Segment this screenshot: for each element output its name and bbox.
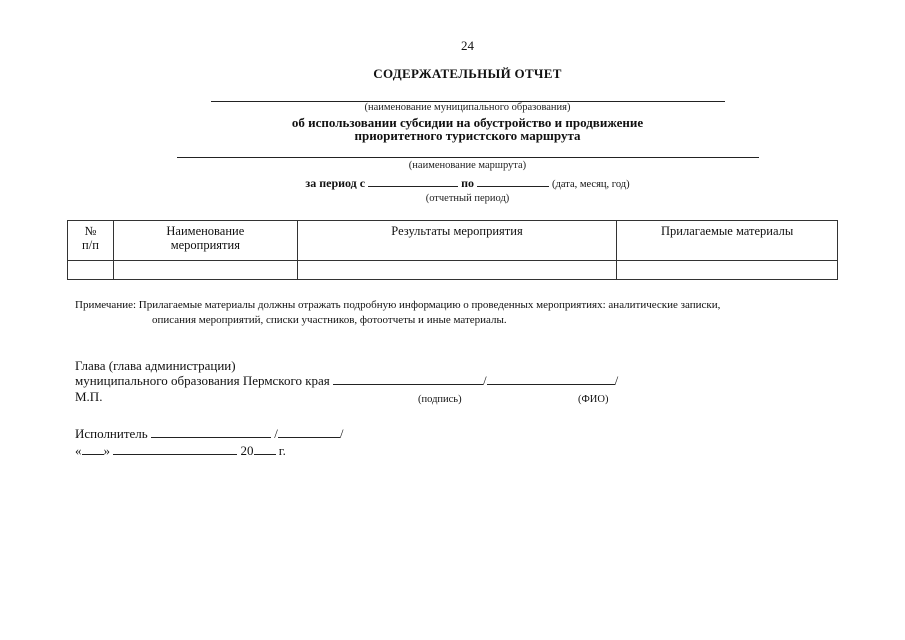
head-title-line-1: Глава (глава администрации) — [75, 358, 236, 373]
note-line-2: описания мероприятий, списки участников, фотоотчеты и иные материалы. — [152, 314, 507, 326]
header-attached-materials: Прилагаемые материалы — [617, 221, 838, 261]
header-number-line-1: № — [84, 224, 97, 238]
period-to-field[interactable] — [477, 176, 549, 187]
report-table — [67, 220, 838, 280]
executor-name-field[interactable] — [278, 426, 340, 438]
head-separator-end: / — [614, 373, 619, 388]
date-year-prefix: 20 — [240, 443, 254, 458]
note-paragraph — [75, 298, 860, 328]
head-signature-field[interactable] — [333, 373, 483, 385]
header-event-name — [113, 221, 297, 261]
period-caption: (отчетный период) — [425, 193, 510, 204]
period-to-label: по — [461, 176, 474, 190]
period-from-field[interactable] — [368, 176, 458, 187]
subtitle-line-2: приоритетного туристского маршрута — [354, 128, 581, 143]
date-day-field[interactable] — [82, 443, 104, 455]
executor-separator: / — [274, 426, 278, 441]
subtitle-line-1: об использовании субсидии на обустройство и продвижение — [291, 115, 644, 130]
header-event-name-line-1: Наименование — [166, 224, 245, 238]
head-name-field[interactable] — [487, 373, 615, 385]
period-from-label: за период с — [305, 176, 366, 190]
table-header-row — [68, 221, 838, 261]
date-month-field[interactable] — [113, 443, 237, 455]
municipality-caption: (наименование муниципального образования) — [364, 102, 571, 113]
date-year-suffix: г. — [278, 443, 286, 458]
date-format-note: (дата, месяц, год) — [552, 179, 630, 190]
cell-attached-materials[interactable] — [617, 261, 838, 280]
reporting-period-row — [0, 176, 905, 191]
executor-signature-field[interactable] — [151, 426, 271, 438]
cell-event-results[interactable] — [297, 261, 617, 280]
header-number-line-2: п/п — [82, 238, 99, 252]
date-row — [75, 443, 286, 458]
executor-row — [75, 426, 343, 441]
date-year-field[interactable] — [254, 443, 276, 455]
cell-number[interactable] — [68, 261, 114, 280]
date-open-quote: « — [75, 443, 82, 458]
table-row — [68, 261, 838, 280]
executor-label: Исполнитель — [75, 426, 148, 441]
head-title-line-2: муниципального образования Пермского края — [75, 373, 330, 388]
cell-event-name[interactable] — [113, 261, 297, 280]
head-separator: / — [483, 373, 487, 388]
head-signature-row — [75, 373, 618, 388]
route-caption: (наименование маршрута) — [408, 160, 527, 171]
header-event-name-line-2: мероприятия — [170, 238, 240, 252]
date-close-quote: » — [103, 443, 110, 458]
document-title: СОДЕРЖАТЕЛЬНЫЙ ОТЧЕТ — [373, 66, 562, 81]
signature-caption: (подпись) — [418, 394, 462, 405]
name-caption: (ФИО) — [578, 394, 609, 405]
stamp-label: М.П. — [75, 389, 103, 404]
header-event-results: Результаты мероприятия — [297, 221, 617, 261]
executor-separator-end: / — [339, 426, 344, 441]
page-number: 24 — [461, 38, 474, 53]
route-name-line — [177, 157, 759, 158]
note-line-1: Примечание: Прилагаемые материалы должны отражать подробную информацию о проведенных мероприятиях: аналитические записки, — [75, 299, 721, 311]
header-number — [68, 221, 114, 261]
